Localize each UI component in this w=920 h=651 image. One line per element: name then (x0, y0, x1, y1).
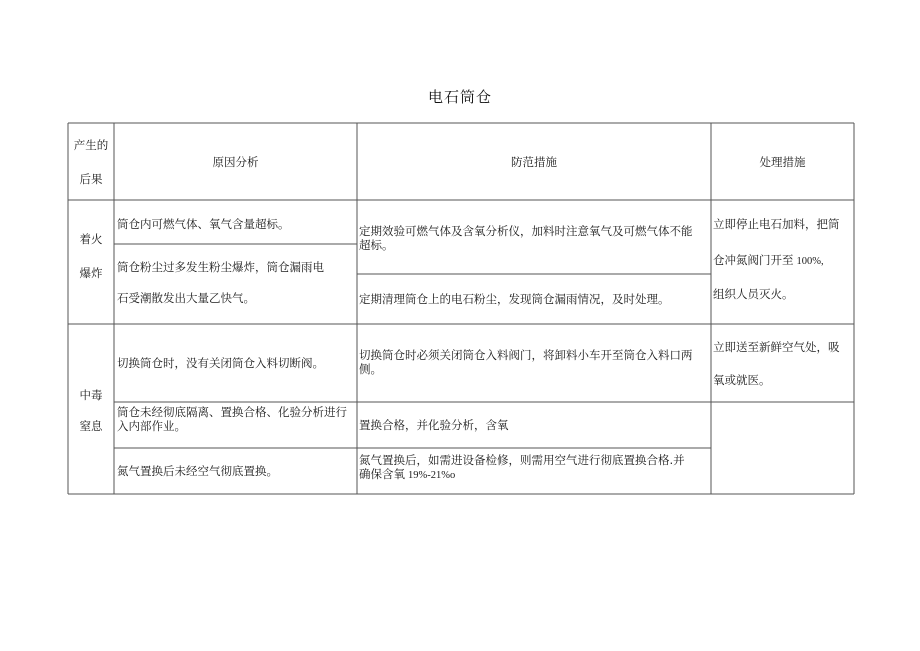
header-treatment: 处理措施 (759, 155, 806, 169)
poison-prevention-air-replace: 氮气置换后，如需进设备检修，则需用空气进行彻底置换合格.并 确保含氧 19%-21%o (359, 453, 685, 481)
fire-cause-dust: 筒仓粉尘过多发生粉尘爆炸，筒仓漏雨电 石受潮散发出大量乙快气。 (117, 260, 324, 305)
poison-treatment: 立即送至新鲜空气处，吸 氧或就医。 (713, 340, 840, 387)
poison-cause-isolation: 筒仓未经彻底隔离、置换合格、化验分析进行 入内部作业。 (117, 405, 347, 433)
poison-prevention-valve: 切换筒仓时必须关闭筒仓入料阀门，将卸料小车开至筒仓入料口两 侧。 (359, 348, 693, 376)
header-consequence: 产生的 后果 (73, 138, 109, 186)
poison-cause-nitrogen: 氮气置换后未经空气彻底置换。 (117, 464, 278, 478)
poison-prevention-analysis: 置换合格，并化验分析，含氧 (359, 418, 509, 432)
page-title: 电石筒仓 (427, 88, 492, 106)
poison-cause-valve: 切换筒仓时，没有关闭筒仓入料切断阀。 (117, 356, 324, 370)
fire-treatment: 立即停止电石加料，把筒 仓冲氮阀门开至 100%, 组织人员灭火。 (713, 217, 840, 301)
result-fire-explosion: 着火 爆炸 (79, 232, 103, 280)
fire-cause-gas: 筒仓内可燃气体、氧气含量超标。 (117, 217, 290, 231)
header-cause-analysis: 原因分析 (212, 155, 259, 169)
fire-prevention-analyzer: 定期效验可燃气体及含氧分析仪，加料时注意氧气及可燃气体不能 超标。 (359, 224, 693, 252)
result-poisoning-suffocation: 中毒 窒息 (79, 388, 103, 433)
fire-prevention-cleaning: 定期清理筒仓上的电石粉尘，发现筒仓漏雨情况，及时处理。 (359, 292, 670, 306)
header-prevention: 防范措施 (511, 155, 557, 169)
